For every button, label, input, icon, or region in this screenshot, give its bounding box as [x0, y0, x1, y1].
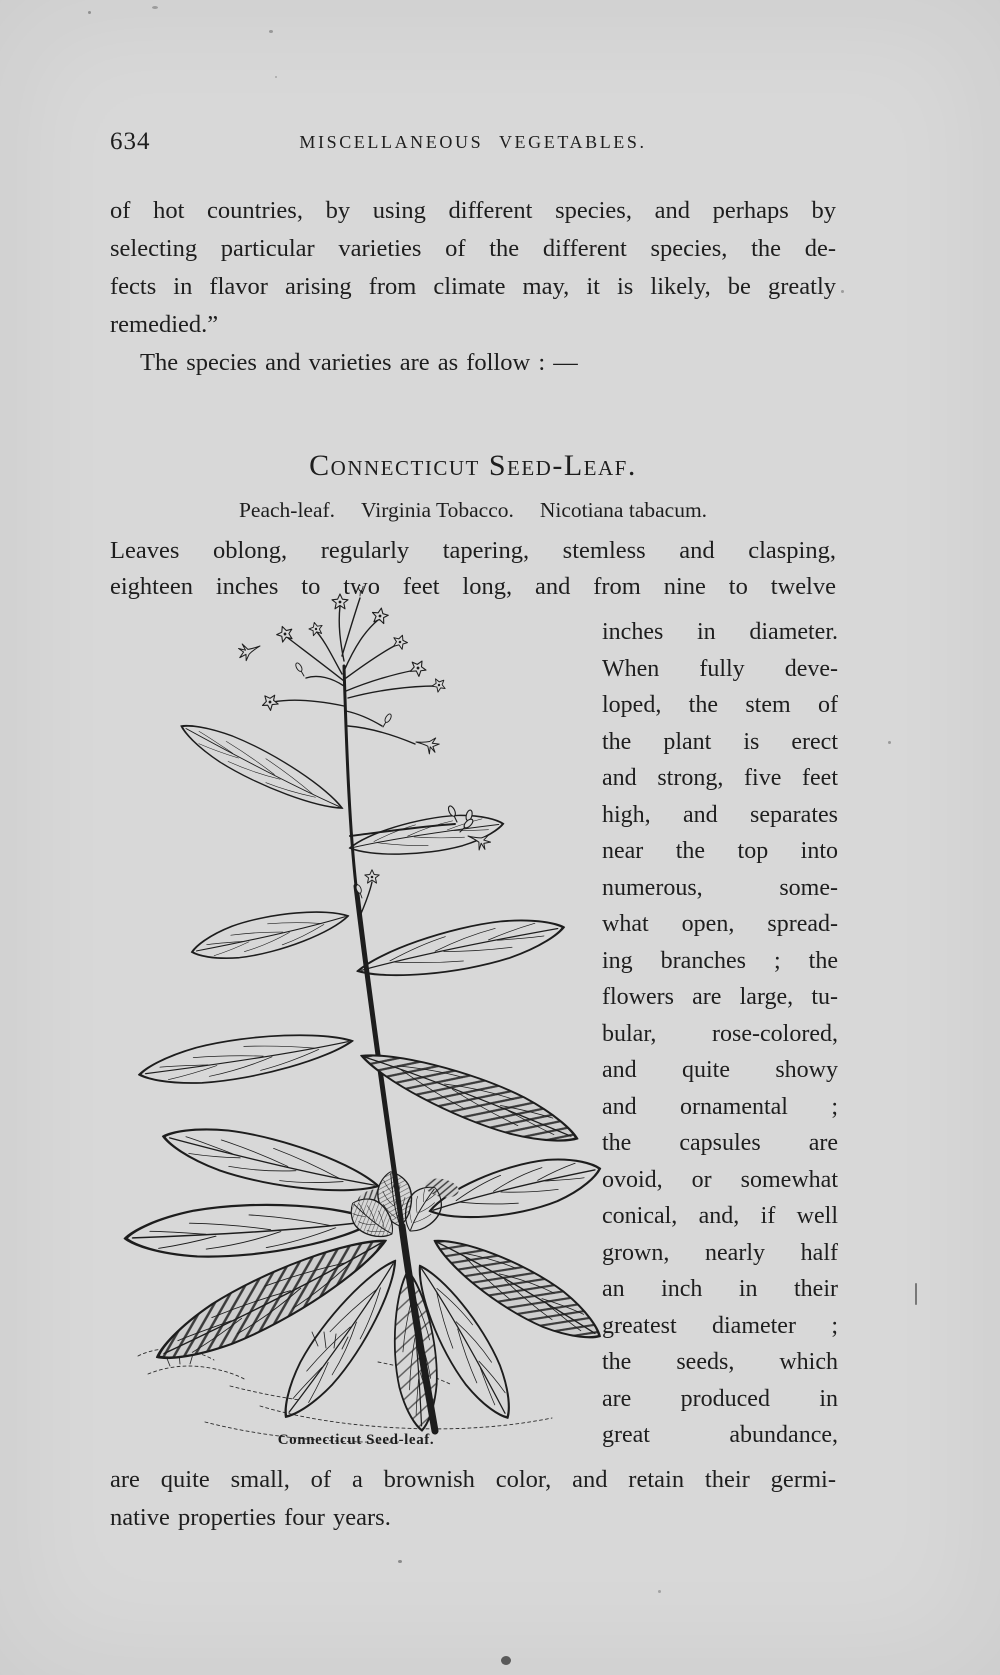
text-line: near the top into — [602, 838, 838, 864]
text-line: the capsules are — [602, 1130, 838, 1156]
text-line: high, and separates — [602, 801, 838, 828]
text-line: and quite showy — [602, 1057, 838, 1083]
running-head: MISCELLANEOUS VEGETABLES. — [299, 132, 647, 152]
figure-and-text-wrap — [110, 614, 836, 1454]
text-line: and strong, five feet — [602, 765, 838, 791]
dust-speck — [398, 1560, 402, 1563]
intro-paragraph — [110, 192, 836, 382]
text-line: the plant is erect — [602, 728, 838, 755]
text-line: the seeds, which — [602, 1349, 838, 1375]
page-header — [110, 128, 836, 162]
closing-paragraph — [110, 1461, 836, 1537]
text-line: inches in diameter. — [602, 619, 838, 645]
text-line: When fully deve- — [602, 655, 838, 682]
text-line: grown, nearly half — [602, 1239, 838, 1266]
text-line: eighteen inches to two feet long, and from nine to twelve — [110, 573, 836, 600]
dust-speck — [275, 76, 277, 78]
figure — [110, 614, 602, 1449]
dust-speck — [269, 30, 273, 33]
text-line: ing branches ; the — [602, 947, 838, 974]
text-line: remedied.” — [110, 311, 219, 338]
page-content — [110, 128, 836, 1537]
synonym: Nicotiana tabacum. — [539, 498, 708, 522]
dust-speck — [841, 290, 844, 293]
text-line: bular, rose-colored, — [602, 1020, 838, 1047]
dust-speck — [88, 11, 91, 14]
text-line: greatest diameter ; — [602, 1312, 838, 1339]
text-line: ovoid, or somewhat — [602, 1166, 838, 1193]
dust-speck — [658, 1590, 661, 1593]
text-line: are produced in — [602, 1385, 838, 1412]
text-line: an inch in their — [602, 1276, 838, 1302]
synonym: Peach-leaf. — [238, 498, 336, 522]
species-intro-line: The species and varieties are as follow : — — [140, 349, 578, 376]
section-heading: Connecticut Seed-Leaf. — [309, 449, 637, 482]
text-line: are quite small, of a brownish color, and retain their germi- — [110, 1465, 836, 1493]
text-line: and ornamental ; — [602, 1093, 838, 1120]
text-line: selecting particular varieties of the different species, the de- — [110, 235, 836, 262]
dust-speck — [888, 741, 891, 744]
text-line: fects in flavor arising from climate may, it is likely, be greatly — [110, 273, 836, 300]
text-line: great abundance, — [602, 1422, 838, 1448]
synonyms-line — [110, 496, 836, 524]
synonym: Virginia Tobacco. — [361, 498, 514, 522]
text-line: Leaves oblong, regularly tapering, stemless and clasping, — [110, 537, 836, 564]
dust-speck — [915, 1283, 917, 1305]
text-line: native properties four years. — [110, 1503, 391, 1531]
text-line: conical, and, if well — [602, 1203, 838, 1229]
text-line: loped, the stem of — [602, 692, 838, 718]
wrapped-text-column — [602, 614, 838, 1454]
figure-caption: Connecticut Seed-leaf. — [277, 1432, 435, 1448]
page-number: 634 — [110, 128, 151, 155]
tobacco-plant-illustration — [110, 586, 602, 1448]
text-line: flowers are large, tu- — [602, 984, 838, 1010]
text-line: what open, spread- — [602, 911, 838, 937]
text-line: of hot countries, by using different species, and perhaps by — [110, 197, 836, 224]
dust-speck — [152, 6, 158, 9]
text-line: numerous, some- — [602, 874, 838, 901]
dust-speck — [501, 1656, 511, 1665]
